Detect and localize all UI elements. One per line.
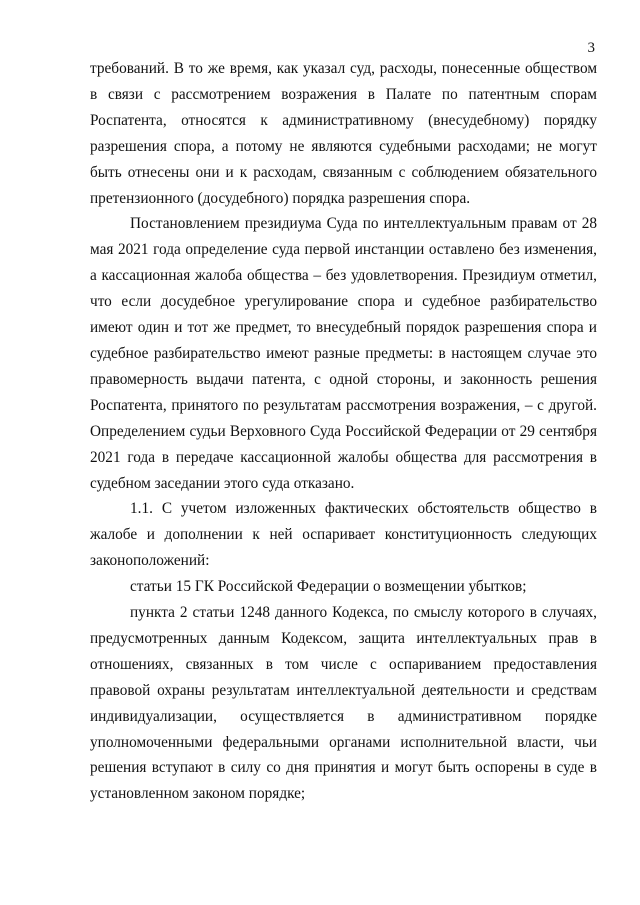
- paragraph-presidium-ruling: Постановлением президиума Суда по интеллектуальным правам от 28 мая 2021 года определение суда первой инстанции оставлено без изменения, а кассационная жалоба общества – без удовлетворения. Президиум отметил, что если досудебное урегулирование спора и судебное разбирательство имеют один и тот же предмет, то внесудебный порядок разрешения спора и судебное разбирательство имеют разные предметы: в настоящем случае это правомерность выдачи патента, с одной стороны, и законность решения Роспатента, принятого по результатам рассмотрения возражения, – с другой. Определением судьи Верховного Суда Российской Федерации от 29 сентября 2021 года в передаче кассационной жалобы общества для рассмотрения в судебном заседании этого суда отказано.: [90, 215, 597, 492]
- paragraph-continuation: требований. В то же время, как указал суд, расходы, понесенные обществом в связи с рассмотрением возражения в Палате по патентным спорам Роспатента, относятся к административному (внесудебному) порядку разрешения спора, а потому не являются судебными расходами; не могут быть отнесены они и к расходам, связанным с соблюдением обязательного претензионного (досудебного) порядка разрешения спора.: [90, 60, 597, 207]
- document-body: [90, 56, 597, 807]
- paragraph-article-15: статьи 15 ГК Российской Федерации о возмещении убытков;: [130, 578, 527, 596]
- paragraph-section-1-1: 1.1. С учетом изложенных фактических обстоятельств общество в жалобе и дополнении к ней оспаривает конституционность следующих законоположений:: [90, 500, 597, 570]
- page-number: 3: [587, 40, 595, 56]
- paragraph-article-1248: пункта 2 статьи 1248 данного Кодекса, по смыслу которого в случаях, предусмотренных данным Кодексом, защита интеллектуальных прав в отношениях, связанных в том числе с оспариванием предоставления правовой охраны результатам интеллектуальной деятельности и средствам индивидуализации, осуществляется в административном порядке уполномоченными федеральными органами исполнительной власти, чьи решения вступают в силу со дня принятия и могут быть оспорены в суде в установленном законом порядке;: [90, 604, 597, 803]
